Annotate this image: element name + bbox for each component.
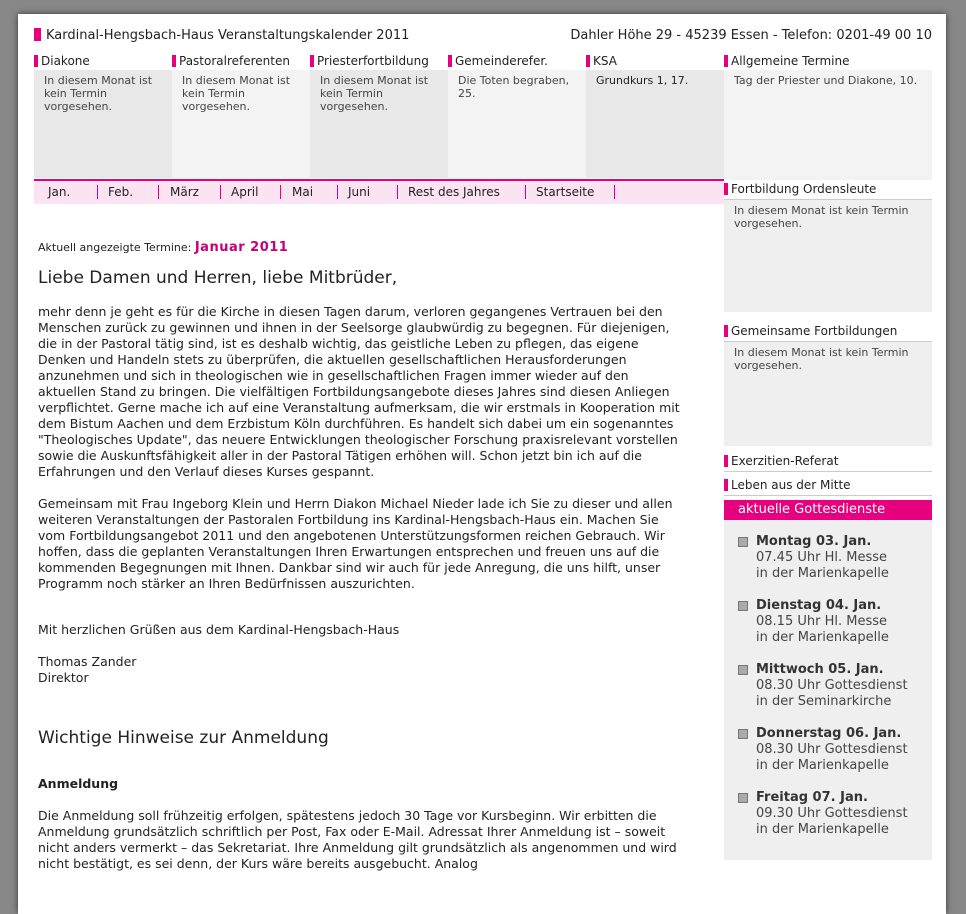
service-time: 08.15 Uhr Hl. Messe (756, 614, 887, 629)
column-text: In diesem Monat ist kein Termin vorgesehen. (310, 70, 448, 178)
service-place: in der Marienkapelle (756, 822, 889, 837)
sidebar (724, 180, 932, 860)
column-ksa[interactable] (586, 52, 724, 180)
bullet-icon (738, 537, 748, 547)
anmeldung-heading: Anmeldung (38, 776, 119, 791)
bullet-icon (738, 793, 748, 803)
nav-rest[interactable]: Rest des Jahres (408, 185, 500, 199)
service-day: Dienstag 04. Jan. (756, 598, 882, 613)
service-item (738, 726, 932, 774)
column-title[interactable]: Gemeinderefer. (455, 54, 548, 68)
column-allgemeine-termine[interactable] (724, 52, 932, 180)
service-day: Donnerstag 06. Jan. (756, 726, 902, 741)
sidebar-gemeinsame-title[interactable]: Gemeinsame Fortbildungen (731, 324, 898, 338)
hinweise-heading: Wichtige Hinweise zur Anmeldung (38, 728, 329, 748)
greeting-heading: Liebe Damen und Herren, liebe Mitbrüder, (38, 268, 398, 288)
bullet-icon (738, 729, 748, 739)
column-text: Die Toten begraben, 25. (448, 70, 586, 178)
nav-mai[interactable]: Mai (292, 185, 314, 199)
current-month-value: Januar 2011 (194, 240, 289, 255)
gottesdienste-list (724, 520, 932, 860)
sidebar-ordensleute-text: In diesem Monat ist kein Termin vorgesehen. (724, 200, 932, 312)
nav-juni[interactable]: Juni (348, 185, 371, 199)
sidebar-ordensleute[interactable] (724, 180, 932, 200)
bullet-icon (738, 601, 748, 611)
service-time: 08.30 Uhr Gottesdienst (756, 678, 908, 693)
sidebar-ordensleute-title[interactable]: Fortbildung Ordensleute (731, 182, 877, 196)
bullet-icon (738, 665, 748, 675)
service-time: 09.30 Uhr Gottesdienst (756, 806, 908, 821)
column-text: In diesem Monat ist kein Termin vorgesehen. (34, 70, 172, 178)
contact-info: Dahler Höhe 29 - 45239 Essen - Telefon: 0201-49 00 10 (570, 28, 932, 43)
column-priesterfortbildung[interactable] (310, 52, 448, 180)
nav-startseite[interactable]: Startseite (536, 185, 595, 199)
service-item (738, 598, 932, 646)
main-content (38, 240, 688, 888)
current-month-label: Aktuell angezeigte Termine: (38, 241, 192, 254)
sidebar-exerzitien-label[interactable]: Exerzitien-Referat (731, 454, 839, 468)
nav-april[interactable]: April (231, 185, 259, 199)
signature-role: Direktor (38, 670, 89, 685)
category-columns (34, 52, 932, 180)
sidebar-leben-label[interactable]: Leben aus der Mitte (731, 478, 851, 492)
nav-feb[interactable]: Feb. (108, 185, 134, 199)
column-title[interactable]: Pastoralreferenten (179, 54, 290, 68)
sidebar-leben[interactable] (724, 476, 932, 496)
sidebar-exerzitien[interactable] (724, 452, 932, 472)
nav-jan[interactable]: Jan. (48, 185, 71, 199)
service-place: in der Marienkapelle (756, 566, 889, 581)
intro-paragraph-2: Gemeinsam mit Frau Ingeborg Klein und Herrn Diakon Michael Nieder lade ich Sie zu dieser und allen weiteren Veranstaltungen der Pastoralen Fortbildung ins Kardinal-Hengsbach-Haus ein. Machen Sie vom Fortbildungsangebot 2011 und den angebotenen Unterstützungsformen reichen Gebrauch. Wir hoffen, dass die geplanten Veranstaltungen Ihren Erwartungen entsprechen und freuen uns auf die kommenden Begegnungen mit Ihnen. Dankbar sind wir auch für jede Anregung, die uns hilft, unser Programm noch stärker an Ihren Bedürfnissen auszurichten. (38, 496, 673, 591)
column-title[interactable]: Diakone (41, 54, 90, 68)
service-day: Freitag 07. Jan. (756, 790, 868, 805)
service-day: Mittwoch 05. Jan. (756, 662, 884, 677)
service-item (738, 790, 932, 838)
column-text: In diesem Monat ist kein Termin vorgesehen. (172, 70, 310, 178)
site-title (34, 28, 409, 43)
site-title-text: Kardinal-Hengsbach-Haus Veranstaltungskalender 2011 (46, 28, 410, 43)
service-day: Montag 03. Jan. (756, 534, 872, 549)
gottesdienste-header[interactable]: aktuelle Gottesdienste (724, 500, 932, 520)
month-nav (34, 179, 724, 204)
service-item (738, 662, 932, 710)
column-pastoralreferenten[interactable] (172, 52, 310, 180)
column-title[interactable]: Allgemeine Termine (731, 54, 850, 68)
column-text[interactable]: Grundkurs 1, 17. (586, 70, 724, 178)
signature-name: Thomas Zander (38, 654, 137, 669)
page (18, 14, 946, 914)
sidebar-gemeinsame-text: In diesem Monat ist kein Termin vorgesehen. (724, 342, 932, 446)
column-text: Tag der Priester und Diakone, 10. (724, 70, 932, 180)
nav-maerz[interactable]: März (170, 185, 199, 199)
intro-paragraph-1: mehr denn je geht es für die Kirche in diesen Tagen darum, verloren gegangenes Vertrauen bei den Menschen zurück zu gewinnen und ihnen in der Seelsorge glaubwürdig zu begegnen. Für diejenigen, die in der Pastoral tätig sind, ist es deshalb wichtig, das geistliche Leben zu pflegen, das eigene Denken und Handeln stets zu überprüfen, die aktuellen gesellschaftlichen Herausforderungen anzunehmen und sich in theologischen wie in gesellschaftlichen Fragen immer wieder auf den aktuellen Stand zu bringen. Die vielfältigen Fortbildungsangebote dieses Jahres sind diesen Anliegen verpflichtet. Gerne mache ich auf eine Veranstaltung aufmerksam, die wir erstmals in Kooperation mit dem Bistum Aachen und dem Erzbistum Köln durchführen. Es handelt sich dabei um ein sogenanntes "Theologisches Update", das neuere Entwicklungen theologischer Forschung praxisrelevant vorstellen sowie die Auskunftsfähigkeit aller in der Pastoral Tätigen erhöhen will. Schon jetzt bin ich auf die Erfahrungen und den Verlauf dieses Kurses gespannt. (38, 304, 680, 479)
column-diakone[interactable] (34, 52, 172, 180)
service-place: in der Marienkapelle (756, 630, 889, 645)
service-time: 08.30 Uhr Gottesdienst (756, 742, 908, 757)
column-title[interactable]: Priesterfortbildung (317, 54, 429, 68)
anmeldung-text: Die Anmeldung soll frühzeitig erfolgen, spätestens jedoch 30 Tage vor Kursbeginn. Wir erbitten die Anmeldung grundsätzlich schriftlich per Post, Fax oder E-Mail. Adressat Ihrer Anmeldung ist – soweit nicht anders vermerkt – das Sekretariat. Ihre Anmeldung gilt grundsätzlich als angenommen und wird nicht bestätigt, es sei denn, der Kurs wäre bereits ausgebucht. Analog (38, 808, 677, 871)
current-month (38, 240, 688, 256)
service-time: 07.45 Uhr Hl. Messe (756, 550, 887, 565)
column-gemeinderefer[interactable] (448, 52, 586, 180)
closing-line: Mit herzlichen Grüßen aus dem Kardinal-Hengsbach-Haus (38, 622, 400, 637)
service-place: in der Marienkapelle (756, 758, 889, 773)
column-title[interactable]: KSA (593, 54, 617, 68)
service-place: in der Seminarkirche (756, 694, 892, 709)
service-item (738, 534, 932, 582)
sidebar-gemeinsame[interactable] (724, 322, 932, 342)
